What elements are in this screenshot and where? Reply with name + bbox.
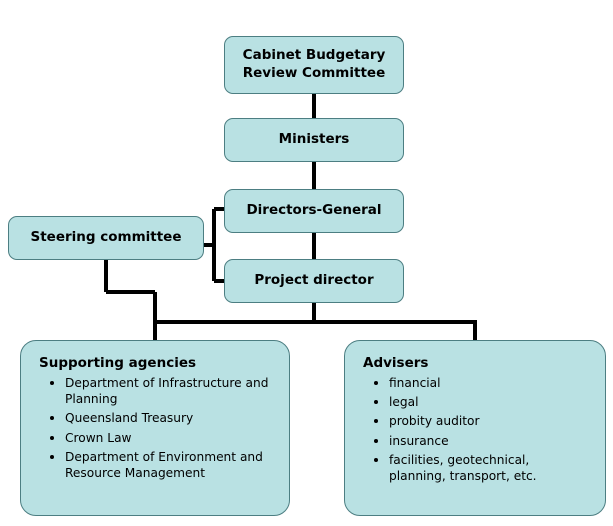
list-item: Department of Infrastructure and Planning <box>63 375 273 407</box>
node-advisers[interactable] <box>344 340 606 516</box>
advisers-list <box>361 375 589 484</box>
node-cabinet-budgetary-review-committee[interactable] <box>224 36 404 94</box>
node-directors-general[interactable] <box>224 189 404 233</box>
advisers-title: Advisers <box>363 355 429 371</box>
list-item: probity auditor <box>387 413 589 429</box>
node-ministers-label: Ministers <box>278 131 350 148</box>
list-item: Queensland Treasury <box>63 410 273 426</box>
list-item: Department of Environment and Resource Management <box>63 449 273 481</box>
node-supporting-agencies[interactable] <box>20 340 290 516</box>
list-item: financial <box>387 375 589 391</box>
node-cabinet-label-line2: Review Committee <box>242 65 386 81</box>
node-steering-committee-label: Steering committee <box>30 229 182 246</box>
node-ministers[interactable] <box>224 118 404 162</box>
list-item: insurance <box>387 433 589 449</box>
node-project-director[interactable] <box>224 259 404 303</box>
node-directors-general-label: Directors-General <box>246 202 382 219</box>
list-item: Crown Law <box>63 430 273 446</box>
supporting-agencies-list <box>37 375 273 481</box>
list-item: facilities, geotechnical, planning, transport, etc. <box>387 452 589 484</box>
node-steering-committee[interactable] <box>8 216 204 260</box>
supporting-agencies-title: Supporting agencies <box>39 355 197 371</box>
node-cabinet-label-line1: Cabinet Budgetary <box>242 47 386 64</box>
node-cabinet-label <box>243 47 386 82</box>
node-project-director-label: Project director <box>254 272 374 289</box>
list-item: legal <box>387 394 589 410</box>
